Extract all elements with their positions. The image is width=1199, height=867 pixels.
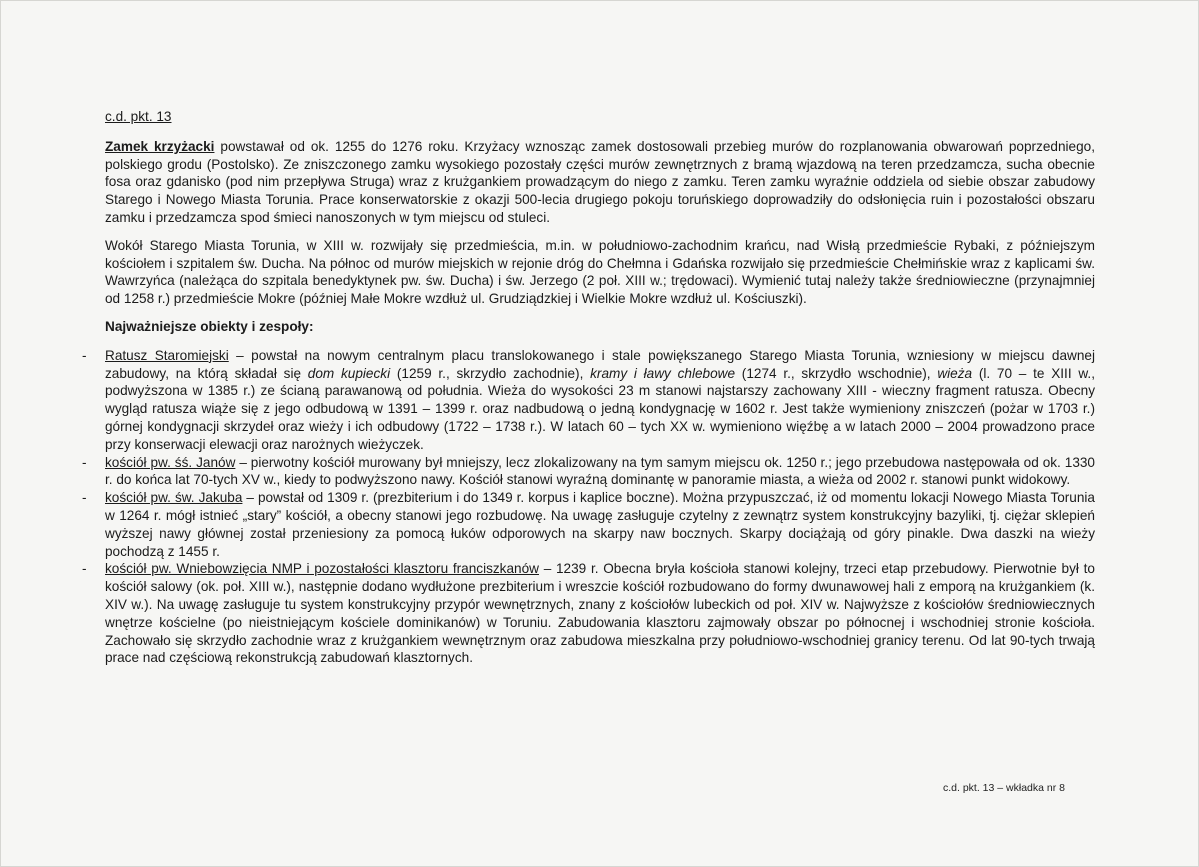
page-footer: c.d. pkt. 13 – wkładka nr 8 [943, 782, 1065, 794]
bullet-dash: - [82, 347, 87, 363]
item-title: kościół pw. Wniebowzięcia NMP i pozostałości klasztoru franciszkanów [105, 561, 539, 577]
section-header: c.d. pkt. 13 [105, 109, 172, 124]
castle-text: powstawał od ok. 1255 do 1276 roku. Krzyżacy wznosząc zamek dostosowali przebieg murów do rozplanowania obwarowań poprzedniego, polskiego grodu (Postolsko). Ze zniszczonego zamku wysokiego pozostały części murów zewnętrznych z bramą wjazdową na teren przedzamcza, sucha obecnie fosa oraz gdanisko (pod nim przepływa Struga) wraz z krużgankiem prowadzącym do niego z zamku. Teren zamku wyraźnie oddziela od siebie obszar zabudowy Starego i Nowego Miasta Torunia. Prace konserwatorskie z okazji 500-lecia drugiego pokoju toruńskiego doprowadziły do odsłonięcia ruin i pozostałości obszaru zamku i przedzamcza spod śmieci nanoszonych w tym miejscu od stuleci. [105, 138, 1096, 225]
item-text: (1259 r., skrzydło zachodnie), [390, 365, 591, 381]
item-italic: kramy i ławy chlebowe [590, 365, 736, 381]
item-text: (1274 r., skrzydło wschodnie), [735, 365, 938, 381]
document-content [82, 108, 1096, 667]
objects-list [82, 347, 1095, 667]
list-item-st-james-church [80, 489, 1095, 560]
item-text: – powstał na nowym centralnym placu translokowanego i stale powiększanego Starego Miasta Torunia, wzniesiony w miejscu dawnej zabudowy, na którą składał się [105, 347, 1095, 381]
list-item-town-hall [80, 347, 1095, 454]
item-title: kościół pw. śś. Janów [105, 454, 236, 470]
item-title: kościół pw. św. Jakuba [105, 490, 243, 506]
paragraph-suburbs: Wokół Starego Miasta Torunia, w XIII w. rozwijały się przedmieścia, m.in. w południowo-zachodnim krańcu, nad Wisłą przedmieście Rybaki, z późniejszym kościołem i szpitalem św. Ducha. Na północ od murów miejskich w rejonie dróg do Chełmna i Gdańska rozwijało się przedmieście Chełmińskie wraz z kaplicami św. Wawrzyńca (należąca do szpitala benedyktynek pw. św. Ducha) i św. Jerzego (2 poł. XIII w.; trędowaci). Wymienić tutaj należy także średniowieczne (przynajmniej od 1258 r.) przedmieście Mokre (później Małe Mokre wzdłuż ul. Grudziądzkiej i Wielkie Mokre wzdłuż ul. Kościuszki). [105, 237, 1095, 307]
bullet-dash: - [82, 490, 87, 506]
item-text: – pierwotny kościół murowany był mniejszy, lecz zlokalizowany na tym samym miejscu ok. 1250 r.; jego przebudowa następowała od ok. 1330 r. do końca lat 70-tych XV w., kiedy to podwyższono nawy. Kościół stanowi wyraźną dominantę w panoramie miasta, a wieża od 2002 r. stanowi punkt widokowy. [105, 454, 1095, 488]
item-title: Ratusz Staromiejski [105, 347, 229, 363]
item-text: – 1239 r. Obecna bryła kościoła stanowi kolejny, trzeci etap przebudowy. Pierwotnie był to kościół salowy (ok. poł. XIII w.), następnie dodano wydłużone prezbiterium i wreszcie kościół rozbudowano do formy dwunawowej hali z emporą na krużgankiem (k. XIV w.). Na uwagę zasługuje tu system konstrukcyjny przypór wewnętrznych, znany z kościołów lubeckich od poł. XIV w. Najwyższe z kościołów średniowiecznych wnętrze kościelne (po nieistniejącym kościele dominikanów) w Toruniu. Zabudowania klasztoru zajmowały obszar po północnej i wschodniej stronie kościoła. Zachowało się skrzydło zachodnie wraz z krużgankiem wewnętrznym oraz zabudowa mieszkalna przy południowo-wschodniej granicy terenu. Od lat 90-tych trwają prace nad częściową rekonstrukcją zabudowań klasztornych. [105, 561, 1095, 666]
list-item-st-johns-church [80, 454, 1095, 490]
bullet-dash: - [82, 454, 87, 470]
item-text: – powstał od 1309 r. (prezbiterium i do 1349 r. korpus i kaplice boczne). Można przypuszczać, iż od momentu lokacji Nowego Miasta Torunia w 1264 r. mógł istnieć „stary” kościół, a obecny stanowi jego rozbudowę. Na uwagę zasługuje czytelny z zewnątrz system konstrukcyjny bazyliki, tj. ciężar sklepień wyższej nawy głównej został przeniesiony za pomocą łuków odporowych na skarpy naw bocznych. Skarpy dociążają od góry pinakle. Dwa daszki na wieży pochodzą z 1455 r. [105, 490, 1095, 559]
paragraph-castle [105, 138, 1095, 227]
list-item-assumption-church [80, 560, 1095, 667]
item-text: (l. 70 – te XIII w., podwyższona w 1385 r.) ze ścianą parawanową od południa. Wieża do wysokości 23 m stanowi najstarszy zachowany XIII - wieczny fragment ratusza. Obecny wygląd ratusza wiąże się z jego odbudową w 1391 – 1399 r. oraz nadbudową o jedną kondygnację w 1602 r. Jest także wymieniony zniszczeń (pożar w 1703 r.) górnej kondygnacji skrzydeł oraz wieży i ich odbudowy (1722 – 1738 r.). W latach 60 – tych XX w. wymieniono więźbę a w latach 2000 – 2004 prowadzono prace przy konserwacji elewacji oraz narożnych wieżyczek. [105, 365, 1095, 452]
castle-title: Zamek krzyżacki [105, 138, 215, 154]
item-italic: dom kupiecki [307, 365, 391, 381]
objects-heading: Najważniejsze obiekty i zespoły: [105, 318, 314, 334]
bullet-dash: - [82, 561, 87, 577]
item-italic: wieża [937, 365, 973, 381]
